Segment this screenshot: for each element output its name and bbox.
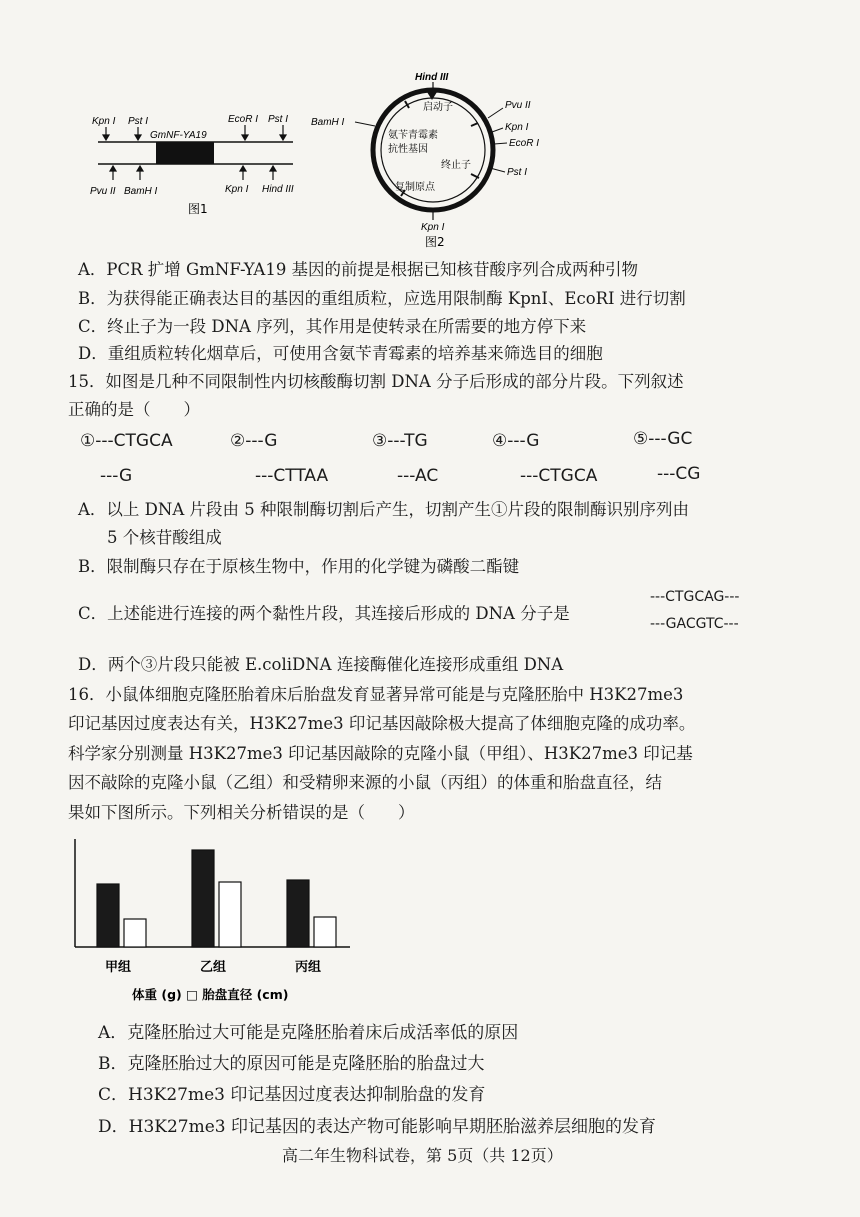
origin-label: 复制原点: [395, 182, 435, 193]
bar-body-weight-2: [192, 850, 214, 947]
site-pst1-plasmid: Pst I: [507, 167, 528, 178]
q14-option-d: D．重组质粒转化烟草后，可使用含氨苄青霉素的培养基来筛选目的细胞: [78, 344, 603, 363]
fragment-5-top: ⑤---GC: [633, 429, 693, 449]
site-kpn1-plasmid: Kpn I: [505, 122, 529, 133]
bar-body-weight-1: [97, 884, 119, 947]
figure-1-gene-map: [88, 98, 303, 216]
q15-c-seq-bottom: ---GACGTC---: [650, 616, 739, 632]
bar-placenta-diameter-3: [314, 917, 336, 947]
site-kpn1-bottom: Kpn I: [225, 184, 249, 195]
site-pst1-top: Pst I: [128, 116, 149, 127]
resistance-gene-label-1: 氨苄青霉素: [388, 130, 438, 141]
bar-placenta-diameter-1: [124, 919, 146, 947]
site-pvu2-plasmid: Pvu II: [505, 100, 531, 111]
bar-body-weight-3: [287, 880, 309, 947]
site-pst1-right-top: Pst I: [268, 114, 289, 125]
q14-option-c: C．终止子为一段 DNA 序列，其作用是使转录在所需要的地方停下来: [78, 317, 587, 336]
site-kpn1-plasmid-bottom: Kpn I: [421, 222, 445, 233]
site-pvu2-bottom: Pvu II: [90, 186, 116, 197]
site-bamh1-bottom: BamH I: [124, 186, 158, 197]
fragment-2-bottom: ---CTTAA: [255, 466, 329, 486]
q16-stem-line5: 果如下图所示。下列相关分析错误的是（ ）: [68, 803, 415, 822]
gene-label: GmNF-YA19: [150, 130, 207, 141]
q14-option-b: B．为获得能正确表达目的基因的重组质粒，应选用限制酶 KpnI、EcoRI 进行切割: [78, 289, 686, 308]
site-ecor1-top: EcoR I: [228, 114, 259, 125]
category-label-2: 乙组: [200, 960, 227, 975]
fragment-5-bottom: ---CG: [657, 464, 701, 484]
q14-option-a: A．PCR 扩增 GmNF-YA19 基因的前提是根据已知核苷酸序列合成两种引物: [78, 260, 639, 279]
q16-option-b: B．克隆胚胎过大的原因可能是克隆胚胎的胎盘过大: [98, 1054, 485, 1074]
terminator-label: 终止子: [441, 160, 471, 171]
q15-c-seq-top: ---CTGCAG---: [650, 589, 740, 605]
fragment-4-bottom: ---CTGCA: [520, 466, 598, 486]
page-footer: 高二年生物科试卷，第 5页（共 12页）: [282, 1146, 563, 1165]
fragment-3-top: ③---TG: [372, 431, 428, 451]
bar-placenta-diameter-2: [219, 882, 241, 947]
q16-option-d: D．H3K27me3 印记基因的表达产物可能影响早期胚胎滋养层细胞的发育: [98, 1117, 657, 1137]
gene-block: [156, 142, 214, 164]
q16-stem-line4: 因不敲除的克隆小鼠（乙组）和受精卵来源的小鼠（丙组）的体重和胎盘直径，结: [68, 773, 662, 792]
fragment-2-top: ②---G: [230, 431, 278, 451]
q15-stem-line1: 15．如图是几种不同限制性内切核酸酶切割 DNA 分子后形成的部分片段。下列叙述: [68, 372, 684, 391]
category-label-1: 甲组: [105, 960, 132, 975]
site-ecor1-plasmid: EcoR I: [509, 138, 540, 149]
fragment-1-bottom: ---G: [100, 466, 133, 486]
fragment-4-top: ④---G: [492, 431, 540, 451]
site-bamh1-plasmid: BamH I: [311, 117, 345, 128]
q15-option-a-line1: A．以上 DNA 片段由 5 种限制酶切割后产生，切割产生①片段的限制酶识别序列由: [78, 500, 689, 519]
q16-stem-line1: 16．小鼠体细胞克隆胚胎着床后胎盘发育显著异常可能是与克隆胚胎中 H3K27me3: [68, 685, 684, 704]
fragment-1-top: ①---CTGCA: [80, 431, 173, 451]
figure-2-plasmid-map: [305, 70, 560, 250]
q16-option-a: A．克隆胚胎过大可能是克隆胚胎着床后成活率低的原因: [98, 1023, 519, 1043]
resistance-gene-label-2: 抗性基因: [388, 144, 428, 155]
q15-option-b: B．限制酶只存在于原核生物中，作用的化学键为磷酸二酯键: [78, 557, 520, 576]
site-kpn1-top: Kpn I: [92, 116, 116, 127]
q15-option-c: C．上述能进行连接的两个黏性片段，其连接后形成的 DNA 分子是: [78, 604, 570, 623]
promoter-label: 启动子: [423, 102, 453, 113]
figure-1-caption: 图1: [188, 202, 208, 216]
site-hind3-plasmid: Hind III: [415, 72, 449, 83]
fragment-3-bottom: ---AC: [397, 466, 439, 486]
site-hind3-bottom: Hind III: [262, 184, 294, 195]
chart-legend: 体重 (g) □ 胎盘直径 (cm): [132, 987, 289, 1002]
figure-2-caption: 图2: [425, 235, 445, 249]
q15-stem-line2: 正确的是（ ）: [68, 400, 200, 419]
category-label-3: 丙组: [295, 960, 322, 975]
q16-option-c: C．H3K27me3 印记基因过度表达抑制胎盘的发育: [98, 1085, 486, 1105]
q16-stem-line2: 印记基因过度表达有关，H3K27me3 印记基因敲除极大提高了体细胞克隆的成功率。: [68, 714, 696, 733]
q15-option-a-line2: 5 个核苷酸组成: [107, 528, 222, 547]
q16-stem-line3: 科学家分别测量 H3K27me3 印记基因敲除的克隆小鼠（甲组）、H3K27me3 印记基: [68, 744, 693, 763]
q16-bar-chart: [70, 835, 350, 1005]
q15-option-d: D．两个③片段只能被 E.coliDNA 连接酶催化连接形成重组 DNA: [78, 655, 564, 674]
